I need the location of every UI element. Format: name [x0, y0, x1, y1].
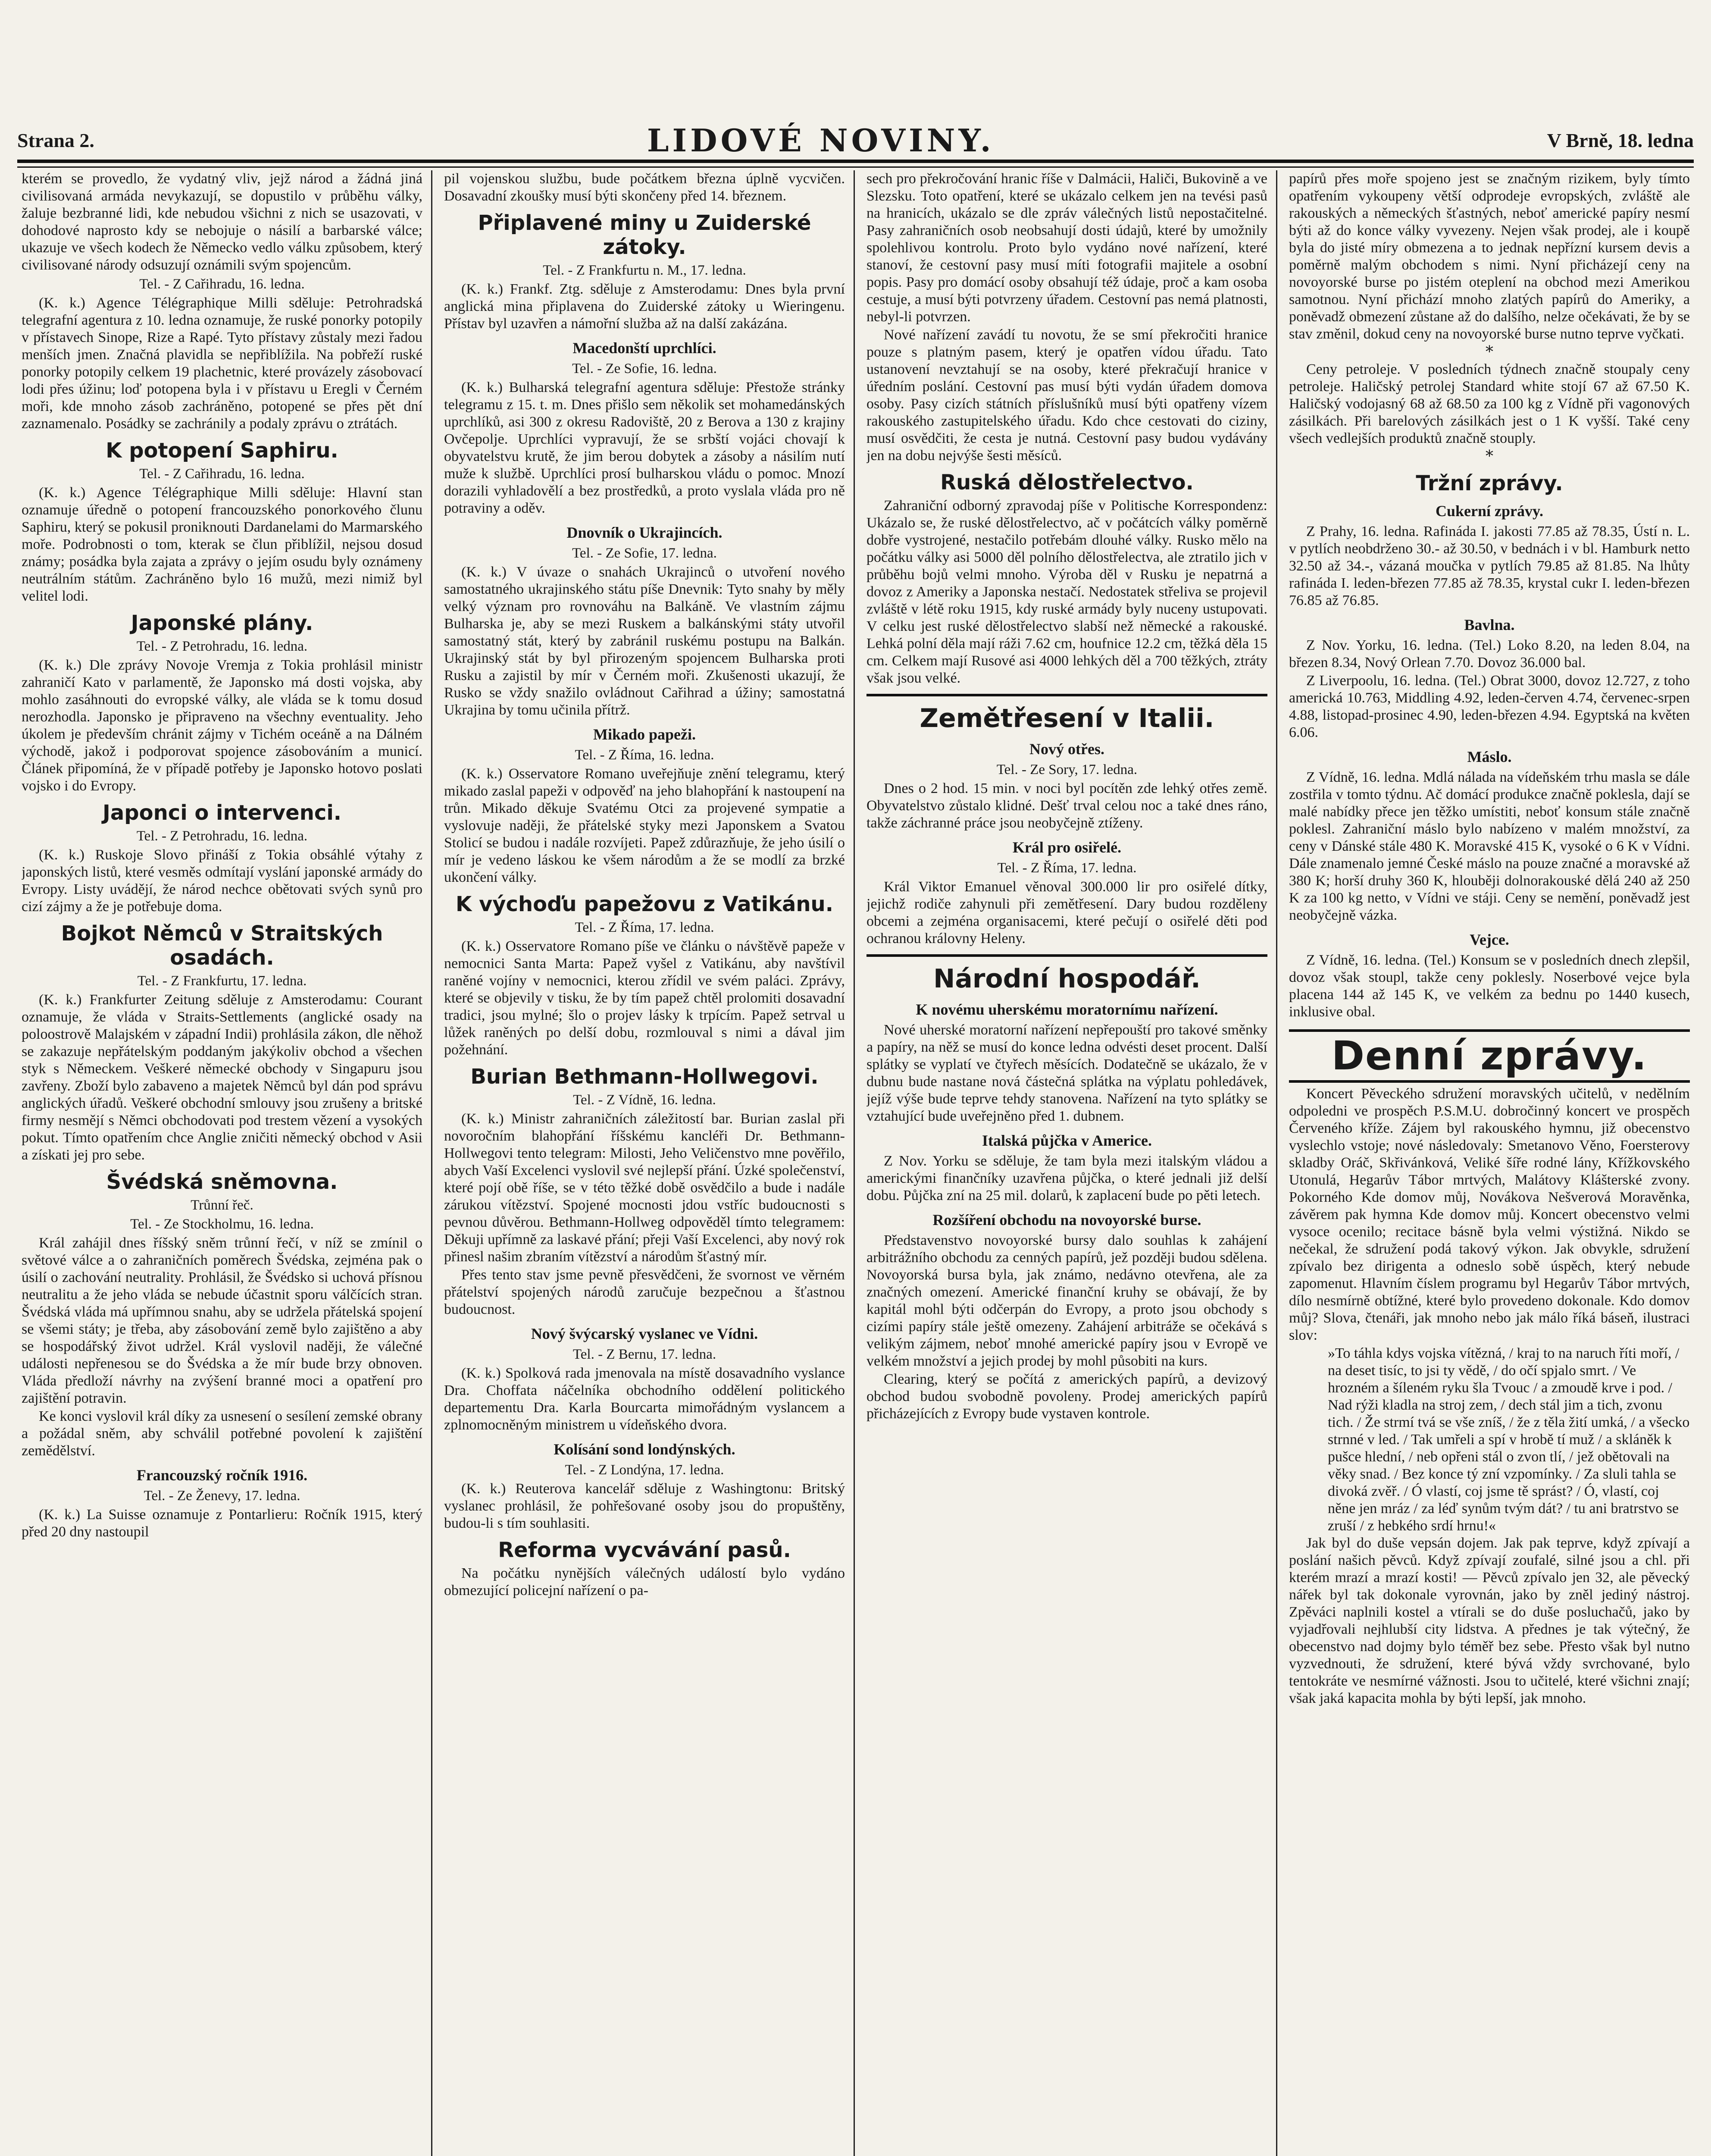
- newspaper-title: LIDOVÉ NOVINY.: [647, 122, 995, 159]
- article-paragraph: Nové uherské moratorní nařízení nepřepouští pro takové směnky a papíry, na něž se musí do konce ledna odvésti deset procent. Další splátky se vyplatí ve čtyřech měsících. Dodatečně se ukázalo, že v dubnu bude nastane nová částečná splátka na výplatu pohledávek, jejíž výše bude teprve tehdy stanovena. Nařízení na tyto splátky se vztahující bude uveřejněno před 1. dubnem.: [866, 1022, 1267, 1124]
- dateline: Tel. - Z Říma, 17. ledna.: [997, 860, 1137, 876]
- masthead-rule-thin: [17, 166, 1694, 168]
- dateline: Tel. - Z Cařihradu, 16. ledna.: [139, 276, 305, 292]
- article-paragraph: (K. k.) Ruskoje Slovo přináší z Tokia obsáhlé výtahy z japonských listů, které vesměs odmítají vyslání japonské armády do Evropy. Listy uvádějí, že národ nechce obětovati svých synů pro cizí zájmy a že je potřebuje doma.: [22, 847, 422, 915]
- article-headline: Japonské plány.: [131, 611, 313, 635]
- article-headline: Máslo.: [1467, 748, 1512, 765]
- article-paragraph: (K. k.) Osservatore Romano uveřejňuje znění telegramu, který mikado zaslal papeži v odpověď na jeho blahopřání k nastoupení na trůn. Mikado děkuje Svatému Otci za projevené sympatie a vyslovuje naději, že přátelské styky mezi Japonskem a Svatou Stolicí se budou i nadále rozvíjeti. Papež zdůrazňuje, že jeho úsilí o mír je vedeno láskou ke všem národům a že se modlí za brzké ukončení války.: [444, 766, 845, 885]
- poem-text: »To táhla kdys vojska vítězná, / kraj to na naruch říti moří, / na deset tisíc, to jsi ty vědě, / do očí spjalo smrt. / Ve hrozném a šíleném ryku šla Tvouc / a zmoudě krve i pod. / Nad rýži kladla na stroj zem, / dech stál jim a tich, zvonu tich. / Že strmí tvá se vše zníš, / že z těla žití umká, / a všecko strnné v led. / Tak umřeli a spí v hrobě tí muž / a skláněk k pušce hlední, / neb opřeni stál o zvon tlí, / jež obětovali na věky snad. / Bez konce tý zní vzpomínky. / Za sluli tahla se divoká zvěř. / Ó vlastí, coj jsme tě sprást? / Ó, vlastí, coj něne jen mráz / za léď synům tvým dát? / tu ani bratrstvo se zruší / z hebkého srdí hrnu!«: [1328, 1345, 1690, 1534]
- article-paragraph: (K. k.) Dle zprávy Novoje Vremja z Tokia prohlásil ministr zahraničí Kato v parlamentě, že Japonsko má dosti vojska, aby mohlo zasáhnouti do evropské války, ale vláda se k tomu dosud nerozhodla. Japonsko je připraveno na všechny eventuality. Jeho úkolem je především chránit zájmy v Tichém oceáně a na Dálném východě, jakož i podporovat spojence zásobováním a municí. Článek připomíná, že v případě potřeby je Japonsko hotovo poslati vojsko i do Evropy.: [22, 657, 422, 794]
- article-headline: K novému uherskému moratornímu nařízení.: [916, 1001, 1218, 1018]
- article-paragraph: Ceny petroleje. V posledních týdnech značně stoupaly ceny petroleje. Haličský petrolej Standard white stojí 67 až 67.50 K. Haličský vodojasný 68 až 68.50 za 100 kg z Vídně při vagonových zásilkách. Při barelových zásilkách jest o 1 K vyšší. Také ceny všech vedlejších produktů značně stouply.: [1289, 361, 1690, 446]
- article-headline: Francouzský ročník 1916.: [136, 1467, 308, 1484]
- article-headline: Nový švýcarský vyslanec ve Vídni.: [531, 1325, 758, 1342]
- article-paragraph: (K. k.) Reuterova kancelář sděluje z Washingtonu: Britský vyslanec prohlásil, že pohřešované osoby jsou do propuštěny, budou-li s tím souhlasiti.: [444, 1481, 845, 1531]
- article-paragraph: Přes tento stav jsme pevně přesvědčeni, že svornost ve věrném přátelství spojených národů zaručuje bezpečnou a šťastnou budoucnost.: [444, 1267, 845, 1317]
- column-4: [1289, 170, 1690, 2156]
- issue-date: V Brně, 18. ledna: [1547, 129, 1694, 151]
- separator-asterisk: *: [1486, 448, 1493, 465]
- article-paragraph: (K. k.) Ministr zahraničních záležitostí bar. Burian zaslal při novoročním blahopřání říšskému kancléři Dr. Bethmann-Hollwegovi tento telegram: Milosti, Jeho Veličenstvo mne pověřilo, abych Vaší Excelenci vyslovil své nejlepší přání. Úzké společenství, které pojí obě říše, se v této těžké době osvědčilo a bude i nadále zárukou vítězství. Spojené mocnosti jdou vstříc budoucnosti s pevnou důvěrou. Bethmann-Hollweg odpověděl tímto telegramem: Děkuji upřímně za laskavé přání; přeji Vaší Excelenci, aby nový rok přinesl našim zbraním vítězství a národům šťastný mír.: [444, 1111, 845, 1265]
- section-rule: [866, 694, 1267, 696]
- article-paragraph: papírů přes moře spojeno jest se značným rizikem, byly tímto opatřením vykoupeny větší odprodeje evropských, zvláště ale rakouských a německých šťastných, neboť americké papíry nesmí býti až do konce války vyvezeny. Nejen však prodej, ale i koupě byla do jisté míry obmezena a to jednak nepřízní kursem devis a poměrně malým obchodem s nimi. Nyní přicházejí ceny na novoyorské burse po jistém oteplení na obchod mezi Amerikou samotnou. Nyní přichází mnoho zlatých papírů do Ameriky, a poněvadž obmezení zůstane až do dalšího, nelze očekávati, že by se stav změnil, dokud ceny na novoyorské burse nutno teprve vyčkati.: [1289, 171, 1690, 342]
- dateline: Tel. - Z Říma, 16. ledna.: [575, 747, 714, 763]
- article-paragraph: (K. k.) Osservatore Romano píše ve článku o návštěvě papeže v nemocnici Santa Marta: Papež vyšel z Vatikánu, aby navštívil raněné vojíny v nemocnici, kterou zřídil ve svém paláci. Zprávy, které se objevily v tisku, že by tím papež chtěl prolomiti dosavadní tradici, jsou mylné; šlo o projev lásky k trpícím. Papež setrval u lůžek raněných po delší dobu, rozmlouval s nimi a dával jim požehnání.: [444, 938, 845, 1058]
- section-rule: [866, 954, 1267, 957]
- article-paragraph: Nové nařízení zavádí tu novotu, že se smí překročiti hranice pouze s platným pasem, který je opatřen vídou úřadu. Tato ustanovení nevztahují se na osoby, které překračují hranice v úředním poslání. Cestovní pas musí býti vydán úřadem domova osoby. Pasy cizích státních příslušníků musí býti opatřeny vízem rakouského zastupitelského úřadu. Kdo chce cestovati do ciziny, musí osvědčiti, že cesta je nutná. Cestovní pasy budou vydávány jen na dobu nejvýše šesti měsíců.: [866, 327, 1267, 464]
- article-paragraph: Z Vídně, 16. ledna. Mdlá nálada na vídeňském trhu masla se dále zostřila v tomto týdnu. Ač domácí produkce značně poklesla, dají se malé nabídky přece jen těžko umístiti, neboť konsum stále značně poklesl. Zahraniční máslo bylo nabízeno v malém množství, za ceny v Dánské stále 480 K. Moravské 415 K, vysoké o 6 K v Vídni. Dále znamenalo jemné České máslo na pouze značné a moravské až 380 K; horší druhy 360 K, hlouběji dolnorakouské dělá 240 až 250 K za 100 kg netto, v Vídni ve stáji. Ceny se nemění, poněvadž jest neobyčejně vázka.: [1289, 769, 1690, 923]
- dateline: Tel. - Z Petrohradu, 16. ledna.: [136, 828, 308, 844]
- article-paragraph: (K. k.) Frankfurter Zeitung sděluje z Amsterodamu: Courant oznamuje, že vláda v Straits-Settlements (anglické osady na poloostrově Malajském v západní Indii) prohlásila zákon, dle něhož se zakazuje nepřátelským poddaným jakýkoliv obchod a všechen styk s Německem. Veškeré německé obchody v Singapuru jsou zavřeny. Zboží bylo zabaveno a majetek Němců byl dán pod správu anglických úřadů. Veškeré obchodní smlouvy jsou zrušeny a britské firmy nesmějí s Němci obchodovati pod trestem vězení a vysokých pokut. Tímto opatřením chce Anglie zničiti německý obchod v Asii a získati jej pro sebe.: [22, 992, 422, 1163]
- article-paragraph: Clearing, který se počítá z amerických papírů, a devizový obchod budou svobodně povoleny. Prodej amerických papírů přicházejících z Evropy bude vystaven kontrole.: [866, 1371, 1267, 1422]
- article-paragraph: Král zahájil dnes říšský sněm trůnní řečí, v níž se zmínil o světové válce a o zahraničních poměrech Švédska, zejména pak o úsilí o zachování neutrality. Prohlásil, že Švédsko si uchová přísnou neutralitu a že jeho vláda se nebude účastnit sporu válčících stran. Švédská vláda má upřímnou snahu, aby se udržela přátelská spojení se všemi státy; je třeba, aby zásobování země bylo zajištěno a aby se hospodářský život udržel. Král vyslovil naději, že válečné události nepřenesou se do Švédska a že mír bude brzy obnoven. Vláda předloží návrhy na zvýšení branné moci a opatření pro zajištění potravin.: [22, 1235, 422, 1406]
- article-headline: K potopení Saphiru.: [106, 439, 338, 463]
- dateline: Tel. - Ze Sory, 17. ledna.: [996, 762, 1138, 777]
- article-headline: Král pro osiřelé.: [1012, 839, 1122, 856]
- article-paragraph: (K. k.) La Suisse oznamuje z Pontarlieru: Ročník 1915, který před 20 dny nastoupil: [22, 1507, 422, 1540]
- article-headline: Japonci o intervenci.: [102, 801, 341, 825]
- dateline: Trůnní řeč.: [191, 1197, 253, 1213]
- article-headline: Bavlna.: [1464, 616, 1515, 633]
- article-headline: Připlavené miny u Zuiderské zátoky.: [478, 211, 811, 259]
- column-divider: [431, 170, 432, 2156]
- separator-asterisk: *: [1486, 343, 1493, 361]
- masthead: [17, 121, 1694, 160]
- article-headline: Tržní zprávy.: [1416, 471, 1563, 495]
- column-2: [444, 170, 845, 2156]
- article-paragraph: Z Nov. Yorku se sděluje, že tam byla mezi italským vládou a americkými finančníky uzavřena půjčka, o které jednali již delší dobu. Půjčka zní na 25 mil. dolarů, k zaplacení bude po pěti letech.: [866, 1153, 1267, 1203]
- dateline: Tel. - Z Vídně, 16. ledna.: [573, 1092, 716, 1108]
- article-paragraph: Představenstvo novoyorské bursy dalo souhlas k zahájení arbitrážního obchodu za cenných papírů, jež později budou sdělena. Novoyorská bursa byla, jak známo, nedávno otevřena, ale za značných omezení. Americké finanční kruhy se obávají, že by kapitál mohl býti odčerpán do Evropy, a proto jsou obchody s cizími papíry stále ještě omezeny. Zahájení arbitráže se očekává s velikým zájmem, neboť mnohé americké papíry jsou v Evropě ve velkém množství a jejich prodej by mohl působiti na kurs.: [866, 1232, 1267, 1369]
- article-paragraph: Král Viktor Emanuel věnoval 300.000 lir pro osiřelé dítky, jejichž rodiče zahynuli při zemětřesení. Dary budou rozděleny obcemi a zejména organisacemi, které pečují o osiřelé děti pod ochranou královny Heleny.: [866, 879, 1267, 946]
- article-paragraph: Z Vídně, 16. ledna. (Tel.) Konsum se v posledních dnech zlepšil, dovoz však stoupl, takže ceny poklesly. Noserbové vejce byla placena 144 až 145 K, ve velkém za bednu po 1440 kusech, inklusive obal.: [1289, 952, 1690, 1020]
- dateline: Tel. - Z Bernu, 17. ledna.: [572, 1347, 716, 1362]
- article-paragraph: (K. k.) Bulharská telegrafní agentura sděluje: Přestože stránky telegramu z 15. t. m. Dnes přišlo sem několik set mohamedánských uprchlíků, asi 300 z okresu Radoviště, 20 z Berova a 130 z krajiny Ovčepolje. Uprchlíci vypravují, že se srbští vojáci chovají k obyvatelstvu krutě, že jim berou dobytek a zásoby a násilím nutí muže k službě. Uprchlíci prosí bulharskou vládu o pomoc. Mnozí dorazili vyhladovělí a bez prostředků, a proto vyslala vláda pro ně potraviny a oděv.: [444, 379, 845, 516]
- article-paragraph: Koncert Pěveckého sdružení moravských učitelů, v nedělním odpoledni ve prospěch P.S.M.U. dobročinný koncert ve prospěch Červeného kříže. Zájem byl rakouského hymnu, již obecenstvo vyslechlo vstoje; nové následovaly: Smetanovo Věno, Foersterovy skladby Oráč, Skřivánková, Veliké šíře rodné lány, Křížkovského Utonulá, Hegarův Tábor mrtvých, Malátovy Klášterské zvony. Pokorného Kde domov můj, Novákova Nešverová Moravěnka, závěrem pak hymna Kde domov můj. Koncert obecenstvo velmi vysoce ocenilo; recitace básně byla velmi výstižná. Nikdo se nečekal, že sdružení podá takový výkon. Jak obvykle, sdružení zpívalo bez dirigenta a odneslo sobě úspěch, který nebude zapomenut. Hlavním číslem programu byl Hegarův Tábor mrtvých, dílo nesmírně obtížné, které bylo provedeno dokonale. Kdo domov můj? Slova, čtenáři, jak mnoho nebo jak málo říká báseň, ilustraci slov:: [1289, 1086, 1690, 1343]
- article-headline: Švédská sněmovna.: [106, 1170, 338, 1194]
- masthead-rule: [17, 160, 1694, 163]
- column-divider: [1276, 170, 1277, 2156]
- dateline: Tel. - Z Petrohradu, 16. ledna.: [136, 639, 308, 654]
- column-divider: [854, 170, 855, 2156]
- article-paragraph: Jak byl do duše vepsán dojem. Jak pak teprve, když zpívají a poslání našich pěvců. Když zpívají zoufalé, silné jsou a chl. při kterém mrazí a mrazí kosti! — Pěvců zpívalo jen 32, ale pěvecký nářek byl tak dokonale vyrovnán, jako by zněl jediný nástroj. Zpěváci naplnili kostel a vtírali se do duše posluchačů, jako by vyjadřovali nejhlubší city lidstva. A přednes je tak výtečný, že obecenstvo nad dojmy bylo téměř bez sebe. Přesto však byl nutno vyzvednouti, že sdružení, které bývá vždy svrchované, bylo tentokráte ve nesmírné vážnosti. Jsou to učitelé, které všichni znají; však jaká kapacita mohla by býti lepší, jak mnoho.: [1289, 1535, 1690, 1706]
- article-headline: Bojkot Němců v Straitských osadách.: [61, 921, 383, 970]
- dateline: Tel. - Z Říma, 17. ledna.: [575, 920, 714, 935]
- article-paragraph: Na počátku nynějších válečných událostí bylo vydáno obmezující policejní nařízení o pa-: [444, 1565, 845, 1598]
- dateline: Tel. - Z Frankfurtu n. M., 17. ledna.: [543, 263, 746, 278]
- article-paragraph: Zahraniční odborný zpravodaj píše v Politische Korrespondenz: Ukázalo se, že ruské dělostřelectvo, ač v počátcích války poměrně dobře vystrojené, nestačilo potřebám dlouhé války. Rusko mělo na počátku války asi 5000 děl polního dělostřelectva, ale ztratilo jich v průběhu bojů velmi mnoho. Výroba děl v Rusku je nepatrná a dovoz z Ameriky a Japonska nestačí. Nedostatek střeliva se projevil zvláště v létě roku 1915, kdy ruské armády byly nuceny ustupovati. V celku jest ruské dělostřelectvo slabší než německé a rakouské. Lehká polní děla mají ráži 7.62 cm, houfnice 12.2 cm, těžká děla 15 cm. Celkem mají Rusové asi 4000 lehkých děl a 700 těžkých, ztráty však jsou velké.: [866, 498, 1267, 686]
- article-paragraph: pil vojenskou službu, bude počátkem března úplně vycvičen. Dosavadní zkoušky musí býti skončeny před 14. březnem.: [444, 171, 845, 204]
- article-headline: Zemětřesení v Italii.: [920, 703, 1214, 733]
- article-headline: Kolísání sond londýnských.: [554, 1441, 735, 1458]
- article-paragraph: (K. k.) Agence Télégraphique Milli sděluje: Hlavní stan oznamuje úředně o potopení francouzského ponorkového člunu Saphiru, který se pokusil proniknouti Dardanelami do Marmarského moře. Podrobnosti o tom, kterak se člun přiblížil, nejsou dosud známy; posádka byla zajata a zprávy o jejím osudu byly oznámeny neutrálním státům. Zachráněno bylo 16 mužů, mezi nimiž byl velitel lodi.: [22, 485, 422, 604]
- article-paragraph: Z Prahy, 16. ledna. Rafináda I. jakosti 77.85 až 78.35, Ústí n. L. v pytlích neobdrženo 30.- až 30.50, v bednách i v bl. Hamburk netto 32.50 až 34.-, vázaná moučka v pytlích 79.85 až 81.85. Na lhůty rafináda I. leden-březen 77.85 až 78.35, krystal cukr I. leden-březen 76.85 až 76.85.: [1289, 523, 1690, 608]
- column-3: [866, 170, 1267, 2156]
- article-paragraph: Ke konci vyslovil král díky za usnesení o sesílení zemské obrany a požádal sněm, aby schválil potřebné povolení k zajištění zemědělství.: [22, 1408, 422, 1459]
- dateline: Tel. - Ze Stockholmu, 16. ledna.: [130, 1216, 314, 1232]
- dateline: Tel. - Z Cařihradu, 16. ledna.: [139, 466, 305, 482]
- article-paragraph: Z Nov. Yorku, 16. ledna. (Tel.) Loko 8.20, na leden 8.04, na březen 8.34, Nový Orlean 7.70. Dovoz 36.000 bal.: [1289, 637, 1690, 671]
- page-number: Strana 2.: [17, 129, 94, 151]
- article-headline: Vejce.: [1470, 931, 1509, 948]
- article-paragraph: Dnes o 2 hod. 15 min. v noci byl pocítěn zde lehký otřes země. Obyvatelstvo zůstalo klidné. Dešť trval celou noc a také dnes ráno, takže záchranné práce jsou neobyčejně ztíženy.: [866, 780, 1267, 831]
- article-headline: Dnovník o Ukrajincích.: [566, 524, 723, 541]
- article-paragraph: (K. k.) Agence Télégraphique Milli sděluje: Petrohradská telegrafní agentura z 10. ledna oznamuje, že ruské ponorky potopily v přístavech Sinope, Rize a Rapé. Tyto přístavy zůstaly mezi řadou menších jmen. Značná plavidla se nepřiblížila. Na pobřeží ruské ponorky potopily celkem 19 plachetnic, které provázely zásobovací lodi přes úžinu; loď potopena byla i v přístavu u Eregli v Černém moři, kde mnoho zásob zachráněno, potopené se přes pět dní zaznamenalo. Posádky se zachránily a podaly zprávu o ztrátách.: [22, 295, 422, 432]
- article-headline: Italská půjčka v Americe.: [982, 1132, 1152, 1149]
- article-paragraph: kterém se provedlo, že vydatný vliv, jejž národ a žádná jiná civilisovaná armáda nevykazují, se dopustilo v průběhu války, žaluje bezbranné lidi, kde nebudou všichni z nich se usazovati, v dohodové naprosto kdy se nebojuje o násilí a barbarské válce; ukazuje ve všech kodech že Německo vedlo válku způsobem, který civilisované národy odsuzují oznámili svým spojencům.: [22, 171, 422, 273]
- dateline: Tel. - Z Londýna, 17. ledna.: [565, 1462, 724, 1478]
- article-paragraph: sech pro překročování hranic říše v Dalmácii, Haliči, Bukovině a ve Slezsku. Toto opatření, které se ukázalo celkem jen na tevési pasů na hranicích, ukázalo se dle zpráv válečných listů nepostačitelné. Pasy zahraničních osob neobsahují dosti údajů, které by umožnily spolehlivou kontrolu. Proto bylo vydáno nové nařízení, které stanoví, že cestovní pasy musí míti fotografii majitele a osobní popis. Pasy pro domácí osoby obsahují též údaje, proč a kam osoba cestuje, a musí býti potvrzeny úřadem. Cestovní pas nemá platnosti, nebyl-li potvrzen.: [866, 171, 1267, 325]
- article-headline: Ruská dělostřelectvo.: [940, 470, 1194, 495]
- article-headline: Burian Bethmann-Hollwegovi.: [470, 1065, 819, 1089]
- column-1: [22, 170, 422, 2156]
- article-paragraph: Z Liverpoolu, 16. ledna. (Tel.) Obrat 3000, dovoz 12.727, z toho americká 10.763, Middling 4.92, leden-červen 4.74, červenec-srpen 4.88, listopad-prosinec 4.90, leden-březen 4.94. Egyptská na květen 6.06.: [1289, 673, 1690, 740]
- article-headline: Reforma vycvávání pasů.: [498, 1538, 791, 1562]
- article-paragraph: (K. k.) Spolková rada jmenovala na místě dosavadního vyslance Dra. Choffata náčelníka obchodního oddělení politického departementu Dra. Karla Bourcarta mimořádným vyslancem a zplnomocněným ministrem u vídeňského dvora.: [444, 1365, 845, 1433]
- dateline: Tel. - Ze Sofie, 16. ledna.: [572, 361, 717, 376]
- article-headline: Rozšíření obchodu na novoyorské burse.: [932, 1211, 1201, 1228]
- article-headline: Mikado papeži.: [593, 726, 696, 743]
- article-paragraph: (K. k.) Frankf. Ztg. sděluje z Amsterodamu: Dnes byla první anglická mina připlavena do Zuiderské zátoky u Wieringenu. Přístav byl uzavřen a námořní služba až na další zakázána.: [444, 281, 845, 332]
- dateline: Tel. - Ze Ženevy, 17. ledna.: [144, 1488, 300, 1504]
- article-headline: Cukerní zprávy.: [1435, 502, 1543, 520]
- article-headline: Nový otřes.: [1029, 740, 1104, 758]
- article-headline: Macedonští uprchlíci.: [572, 339, 716, 357]
- article-paragraph: (K. k.) V úvaze o snahách Ukrajinců o utvoření nového samostatného ukrajinského státu píše Dnevnik: Tyto snahy by měly velký význam pro rovnováhu na Balkáně. Ve vlastním zájmu Bulharska je, aby se mezi Ruskem a balkánskými státy utvořil samostatný stát, který by zabránil ruskému postupu na Balkán. Ukrajinský stát by byl přirozeným spojencem Bulharska proti Rusku a zajistil by mír v Černém moři. Zkušenosti ukazují, že Rusko se vždy snažilo ovládnout Cařihrad a úžiny; samostatná Ukrajina by tomu učinila přítrž.: [444, 564, 845, 718]
- dateline: Tel. - Ze Sofie, 17. ledna.: [572, 545, 717, 561]
- article-headline: K výchoďu papežovu z Vatikánu.: [456, 892, 833, 916]
- article-headline: Národní hospodář.: [933, 964, 1201, 994]
- section-banner: Denní zprávy.: [1289, 1029, 1690, 1083]
- dateline: Tel. - Z Frankfurtu, 17. ledna.: [137, 973, 307, 989]
